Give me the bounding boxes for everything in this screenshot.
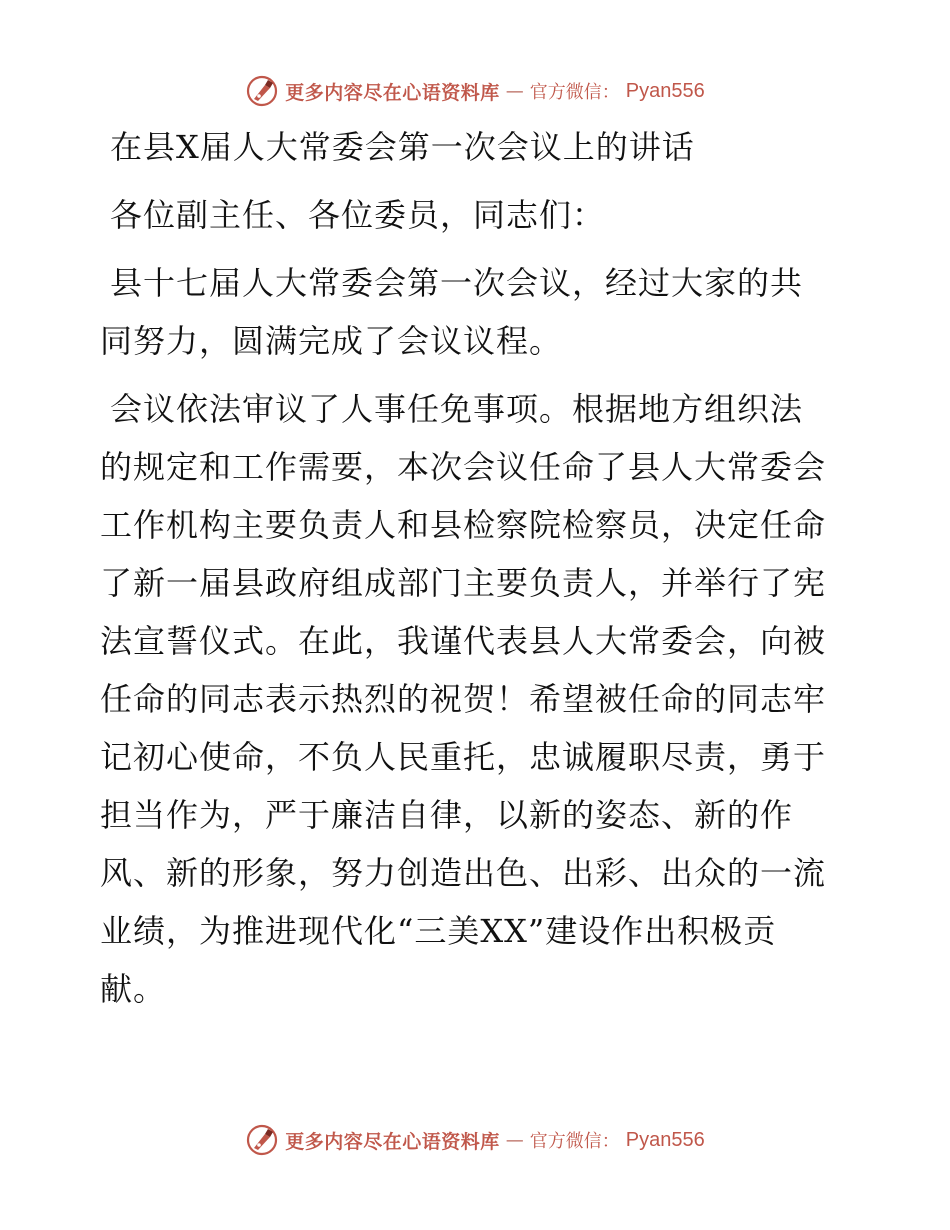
paragraph-line: 法宣誓仪式。在此，我谨代表县人大常委会，向被 xyxy=(100,622,827,660)
document-body xyxy=(100,118,860,1018)
paragraph-line: 担当作为，严于廉洁自律，以新的姿态、新的作 xyxy=(100,796,794,834)
paragraph-line: 业绩，为推进现代化“三美XX”建设作出积极贡 xyxy=(100,912,777,950)
paragraph-line: 记初心使命，不负人民重托，忠诚履职尽责，勇于 xyxy=(100,738,827,776)
paragraph-line: 县十七届人大常委会第一次会议，经过大家的共 xyxy=(110,264,804,302)
document-title: 在县X届人大常委会第一次会议上的讲话 xyxy=(110,128,695,166)
header-watermark-banner xyxy=(0,71,950,111)
paragraph-line: 会议依法审议了人事任免事项。根据地方组织法 xyxy=(110,390,804,428)
paragraph-line: 同努力，圆满完成了会议议程。 xyxy=(100,322,563,360)
watermark-brand-text: 更多内容尽在心语资料库 xyxy=(285,81,500,104)
footer-watermark-banner xyxy=(0,1120,950,1160)
paragraph-line: 工作机构主要负责人和县检察院检察员，决定任命 xyxy=(100,506,827,544)
paragraph-line: 任命的同志表示热烈的祝贺！希望被任命的同志牢 xyxy=(100,680,827,718)
watermark-wechat-id: Pyan556 xyxy=(625,1128,705,1151)
paragraph-line: 了新一届县政府组成部门主要负责人，并举行了宪 xyxy=(100,564,827,602)
pen-nib-logo-icon xyxy=(245,74,279,108)
watermark-brand-text: 更多内容尽在心语资料库 xyxy=(285,1130,500,1153)
paragraph-1 xyxy=(100,254,860,370)
watermark-wechat-label: 官方微信： xyxy=(529,1131,620,1152)
watermark-separator: — xyxy=(505,1129,524,1151)
paragraph-line: 献。 xyxy=(100,970,167,1008)
watermark-wechat-id: Pyan556 xyxy=(625,79,705,102)
watermark-separator: — xyxy=(505,80,524,102)
watermark-wechat-label: 官方微信： xyxy=(529,82,620,103)
pen-nib-logo-icon xyxy=(245,1123,279,1157)
paragraph-line: 的规定和工作需要，本次会议任命了县人大常委会 xyxy=(100,448,827,486)
paragraph-2 xyxy=(100,380,860,1018)
salutation: 各位副主任、各位委员，同志们： xyxy=(110,196,606,234)
paragraph-line: 风、新的形象，努力创造出色、出彩、出众的一流 xyxy=(100,854,827,892)
